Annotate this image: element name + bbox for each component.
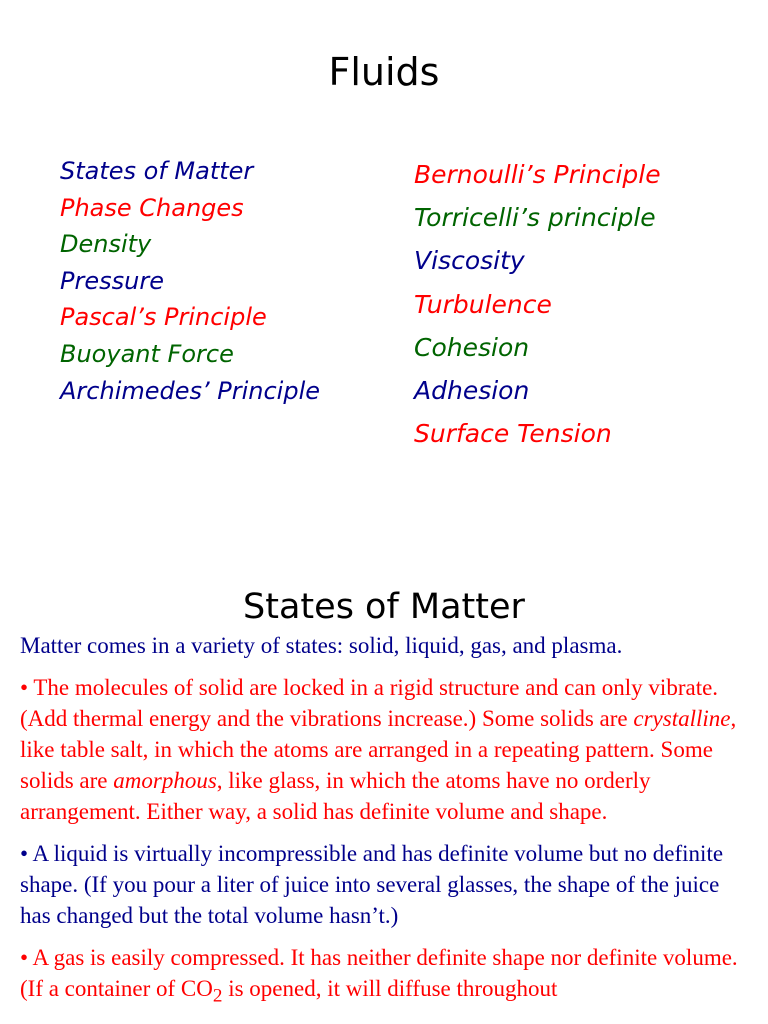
crystalline-term: crystalline bbox=[633, 706, 731, 731]
intro-paragraph: Matter comes in a variety of states: solid, liquid, gas, and plasma. bbox=[20, 633, 623, 658]
topic-archimedes-principle: Archimedes’ Principle bbox=[60, 376, 321, 405]
topic-pascals-principle: Pascal’s Principle bbox=[60, 303, 267, 332]
topic-pressure: Pressure bbox=[60, 266, 164, 295]
topic-surface-tension: Surface Tension bbox=[414, 419, 612, 449]
solid-text-2: , like table salt, in which the atoms are arranged in a repeating pattern. Some solids are bbox=[20, 706, 737, 793]
topics-left-column bbox=[60, 156, 320, 412]
topic-bernoullis-principle: Bernoulli’s Principle bbox=[414, 160, 661, 189]
topics-right-column bbox=[414, 159, 661, 461]
topic-buoyant-force: Buoyant Force bbox=[60, 339, 234, 368]
topic-adhesion: Adhesion bbox=[414, 375, 530, 405]
slide-body bbox=[20, 630, 750, 1023]
solid-text-1: • The molecules of solid are locked in a rigid structure and can only vibrate. (Add thermal energy and the vibrations increase.) Some solids are bbox=[20, 675, 719, 731]
gas-text-1: • A gas is easily compressed. It has neither definite shape nor definite volume. (If a container of CO bbox=[20, 945, 738, 1001]
topic-density: Density bbox=[60, 230, 152, 259]
topic-turbulence: Turbulence bbox=[414, 289, 552, 319]
gas-text-2: is opened, it will diffuse throughout bbox=[222, 976, 558, 1001]
amorphous-term: amorphous bbox=[113, 768, 217, 793]
topic-torricellis-principle: Torricelli’s principle bbox=[414, 203, 656, 233]
gas-paragraph bbox=[20, 942, 750, 1012]
co2-subscript: 2 bbox=[212, 985, 223, 1007]
solid-paragraph bbox=[20, 672, 750, 827]
topic-cohesion: Cohesion bbox=[414, 332, 530, 362]
liquid-paragraph: • A liquid is virtually incompressible and has definite volume but no definite shape. (If you pour a liter of juice into several glasses, the shape of the juice has changed but the total volume hasn’t.) bbox=[20, 841, 724, 928]
topic-viscosity: Viscosity bbox=[414, 246, 525, 276]
slide-title: Fluids bbox=[328, 50, 440, 94]
topic-states-of-matter: States of Matter bbox=[60, 157, 254, 185]
topic-phase-changes: Phase Changes bbox=[60, 193, 244, 222]
slide-title: States of Matter bbox=[243, 587, 525, 627]
solid-text-3: , like glass, in which the atoms have no orderly arrangement. Either way, a solid has definite volume and shape. bbox=[20, 768, 651, 824]
slide-states-of-matter bbox=[0, 575, 768, 1024]
